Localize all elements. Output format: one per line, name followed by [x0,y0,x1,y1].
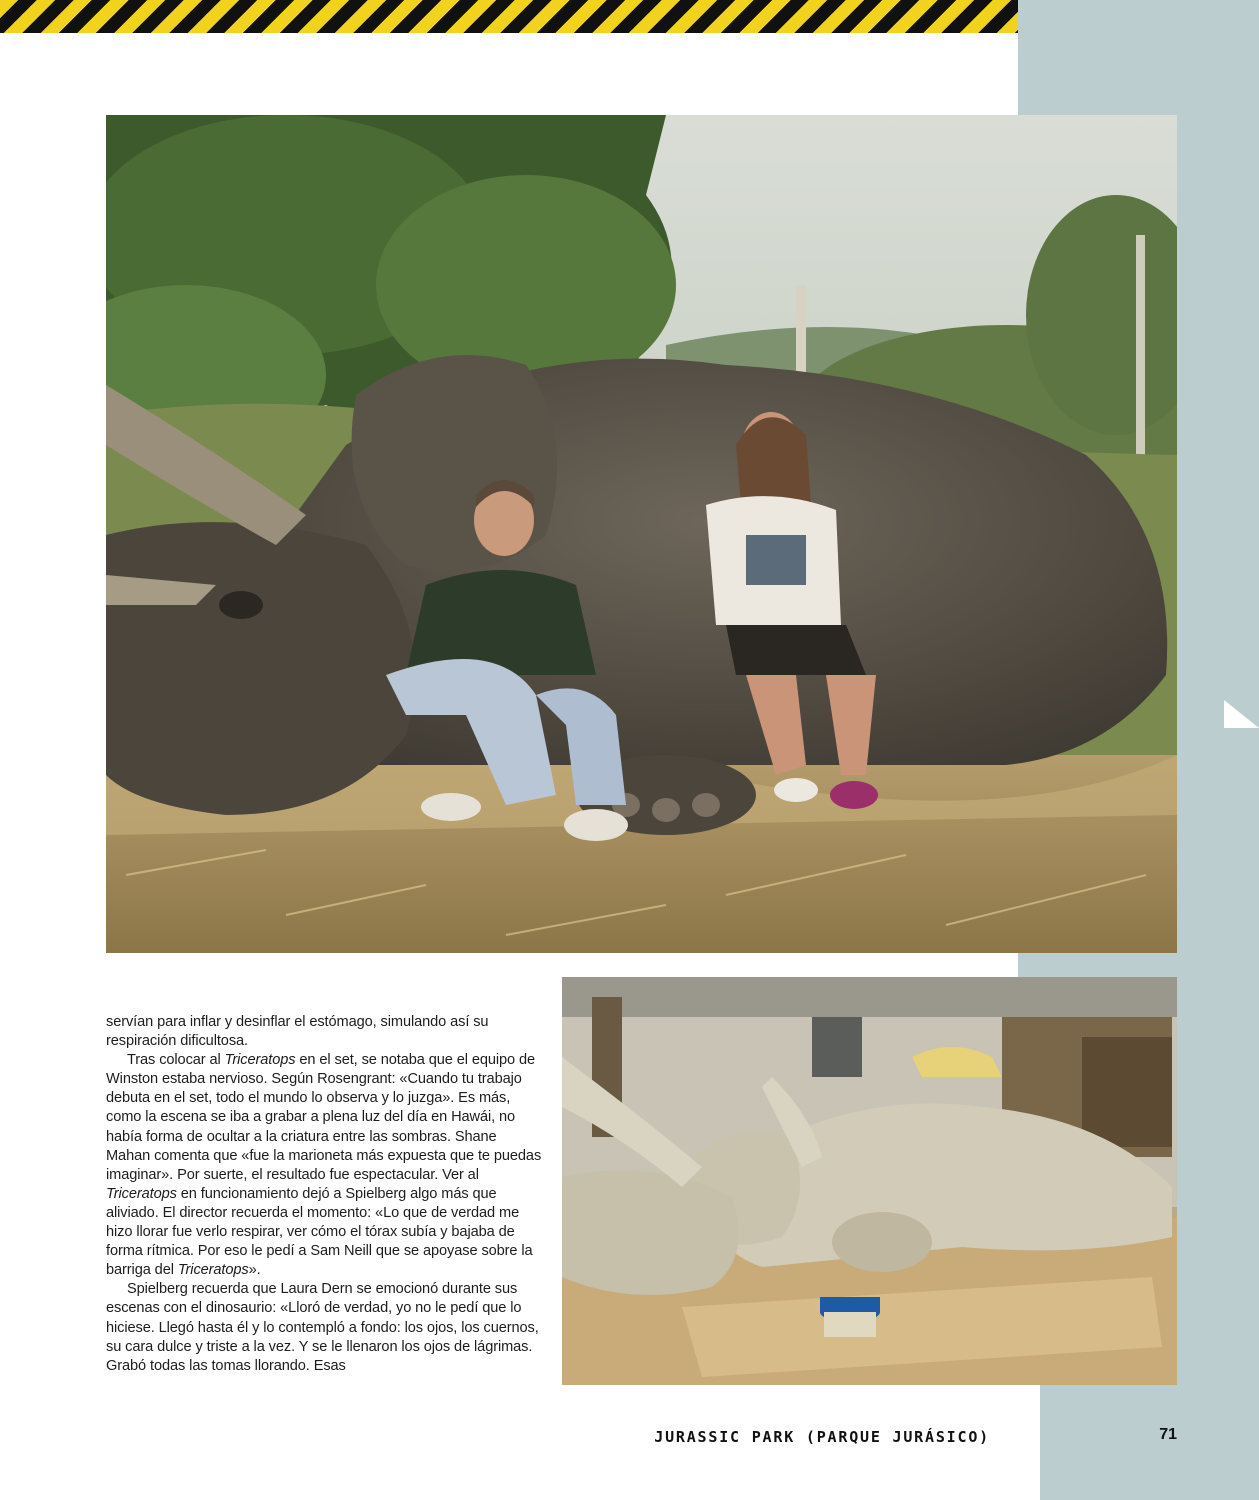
article-body [106,1013,542,1376]
running-footer-title: JURASSIC PARK (PARQUE JURÁSICO) [654,1428,990,1446]
triceratops-sculpture-photo [562,977,1177,1385]
hazard-stripe-header [0,0,1018,33]
italic-triceratops: Triceratops [177,1262,249,1279]
italic-triceratops: Triceratops [224,1052,296,1069]
paragraph-2-part-e: en funcionamiento dejó a Spielberg algo más que aliviado. El director recuerda el momento: «Lo que de verdad me hizo llorar fue verlo respirar, ver cómo el tórax subía y bajaba de forma rítmica. Por eso le pedí a Sam Neill que se apoyase sobre la barriga del [106,1185,533,1279]
paragraph-2 [106,1051,542,1280]
paragraph-2-part-a: Tras colocar al [127,1052,225,1069]
paragraph-3: Spielberg recuerda que Laura Dern se emocionó durante sus escenas con el dinosaurio: «Lloró de verdad, yo no le pedí que lo hiciese. Llegó hasta él y lo contempló a fondo: los ojos, los cuernos, su cara dulce y triste a la vez. Y se le llenaron los ojos de lágrimas. Grabó todas las tomas llorando. Esas [106,1281,539,1374]
triceratops-sculpture-illustration [562,977,1177,1385]
page-number: 71 [1159,1426,1177,1443]
paragraph-2-part-g: ». [248,1262,261,1279]
triceratops-set-photo [106,115,1177,953]
triceratops-set-illustration [106,115,1177,953]
paragraph-1: servían para inflar y desinflar el estómago, simulando así su respiración dificultosa. [106,1014,489,1050]
italic-triceratops: Triceratops [106,1185,177,1202]
paragraph-2-part-c: en el set, se notaba que el equipo de Winston estaba nervioso. Según Rosengrant: «Cuando tu trabajo debuta en el set, todo el mundo lo observa y lo juzga». Es más, como la escena se iba a grabar a plena luz del día en Hawái, no había forma de ocultar a la criatura entre las sombras. Shane Mahan comenta que «fue la marioneta más expuesta que te puedas imaginar». Por suerte, el resultado fue espectacular. Ver al [106,1052,542,1183]
